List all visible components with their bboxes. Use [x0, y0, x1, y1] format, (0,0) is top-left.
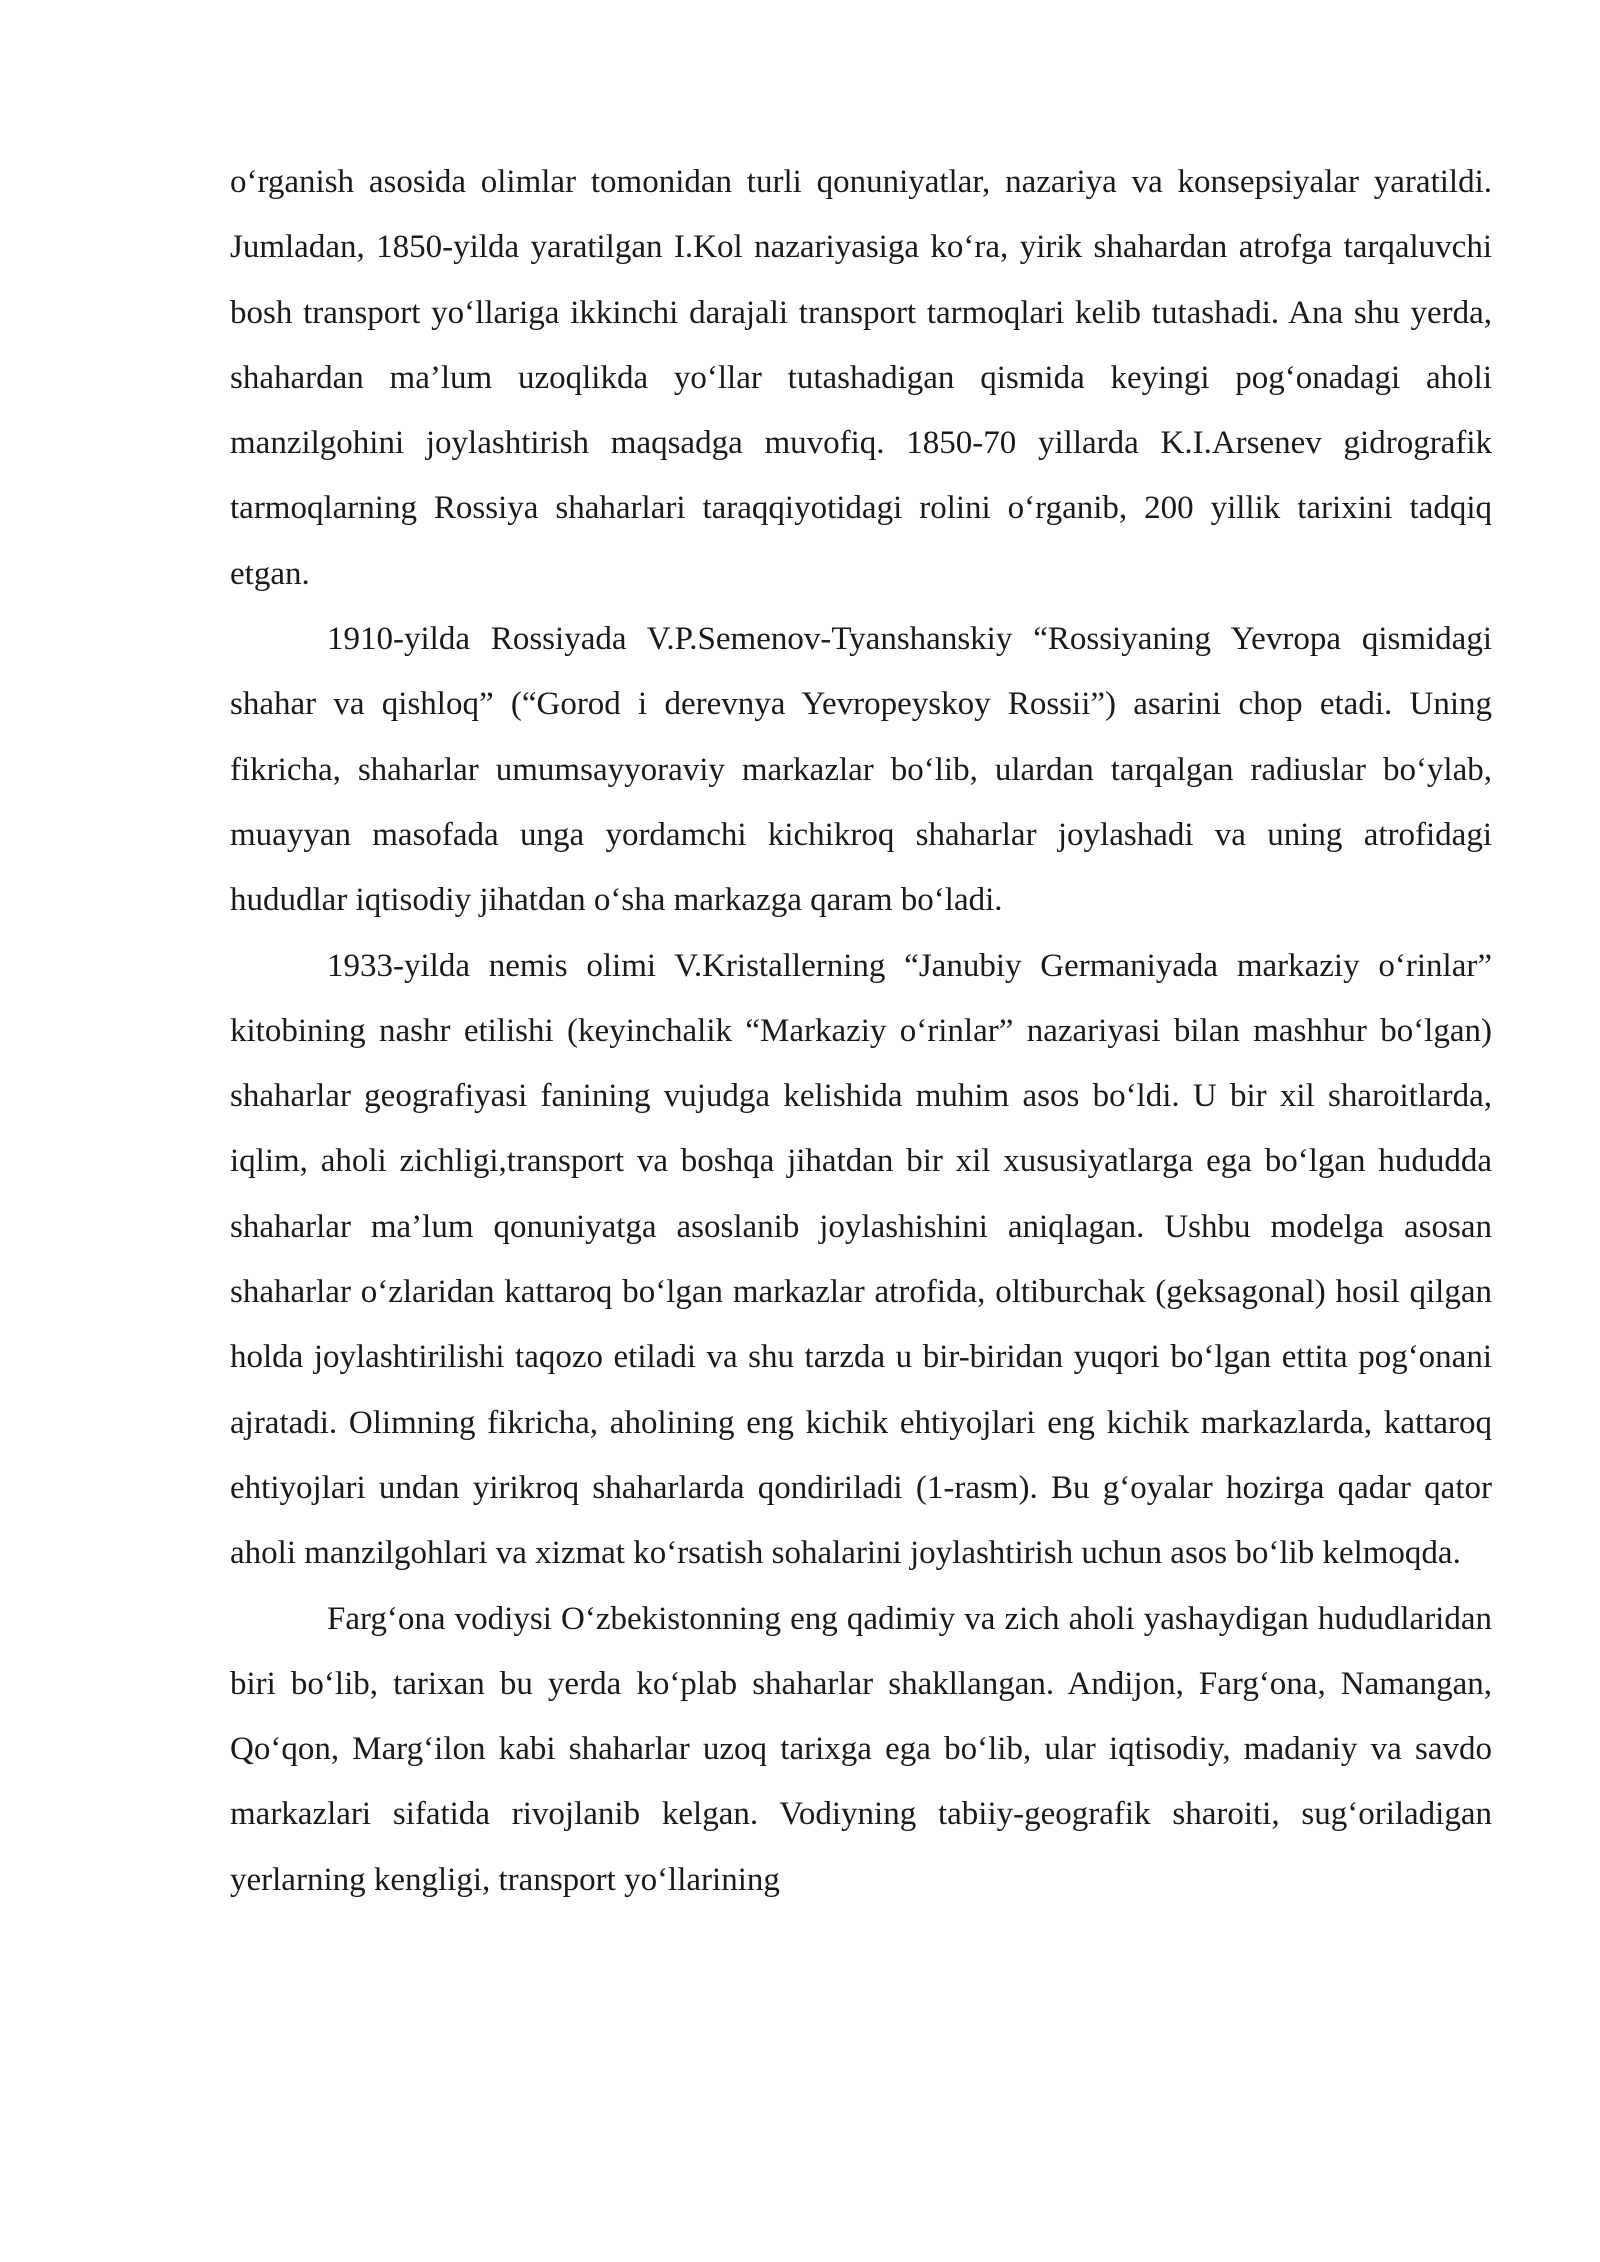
- document-body: [230, 150, 1492, 1913]
- paragraph-kristaller: 1933-yilda nemis olimi V.Kristallerning “Janubiy Germaniyada markaziy o‘rinlar” kitobining nashr etilishi (keyinchalik “Markaziy o‘rinlar” nazariyasi bilan mashhur bo‘lgan) shaharlar geografiyasi fanining vujudga kelishida muhim asos bo‘ldi. U bir xil sharoitlarda, iqlim, aholi zichligi,transport va boshqa jihatdan bir xil xususiyatlarga ega bo‘lgan hududda shaharlar ma’lum qonuniyatga asoslanib joylashishini aniqlagan. Ushbu modelga asosan shaharlar o‘zlaridan kattaroq bo‘lgan markazlar atrofida, oltiburchak (geksagonal) hosil qilgan holda joylashtirilishi taqozo etiladi va shu tarzda u bir-biridan yuqori bo‘lgan ettita pog‘onani ajratadi. Olimning fikricha, aholining eng kichik ehtiyojlari eng kichik markazlarda, kattaroq ehtiyojlari undan yirikroq shaharlarda qondiriladi (1-rasm). Bu g‘oyalar hozirga qadar qator aholi manzilgohlari va xizmat ko‘rsatish sohalarini joylashtirish uchun asos bo‘lib kelmoqda.: [230, 947, 1492, 1572]
- paragraph-continuation: o‘rganish asosida olimlar tomonidan turli qonuniyatlar, nazariya va konsepsiyalar yaratildi. Jumladan, 1850-yilda yaratilgan I.Kol nazariyasiga ko‘ra, yirik shahardan atrofga tarqaluvchi bosh transport yo‘llariga ikkinchi darajali transport tarmoqlari kelib tutashadi. Ana shu yerda, shahardan ma’lum uzoqlikda yo‘llar tutashadigan qismida keyingi pog‘onadagi aholi manzilgohini joylashtirish maqsadga muvofiq. 1850-70 yillarda K.I.Arsenev gidrografik tarmoqlarning Rossiya shaharlari taraqqiyotidagi rolini o‘rganib, 200 yillik tarixini tadqiq etgan.: [230, 164, 1492, 592]
- paragraph-fergana-valley: Farg‘ona vodiysi O‘zbekistonning eng qadimiy va zich aholi yashaydigan hududlaridan biri bo‘lib, tarixan bu yerda ko‘plab shaharlar shakllangan. Andijon, Farg‘ona, Namangan, Qo‘qon, Marg‘ilon kabi shaharlar uzoq tarixga ega bo‘lib, ular iqtisodiy, madaniy va savdo markazlari sifatida rivojlanib kelgan. Vodiyning tabiiy-geografik sharoiti, sug‘oriladigan yerlarning kengligi, transport yo‘llarining: [230, 1600, 1492, 1898]
- paragraph-semenov-tyanshanskiy: 1910-yilda Rossiyada V.P.Semenov-Tyanshanskiy “Rossiyaning Yevropa qismidagi shahar va qishloq” (“Gorod i derevnya Yevropeyskoy Rossii”) asarini chop etadi. Uning fikricha, shaharlar umumsayyoraviy markazlar bo‘lib, ulardan tarqalgan radiuslar bo‘ylab, muayyan masofada unga yordamchi kichikroq shaharlar joylashadi va uning atrofidagi hududlar iqtisodiy jihatdan o‘sha markazga qaram bo‘ladi.: [230, 621, 1492, 919]
